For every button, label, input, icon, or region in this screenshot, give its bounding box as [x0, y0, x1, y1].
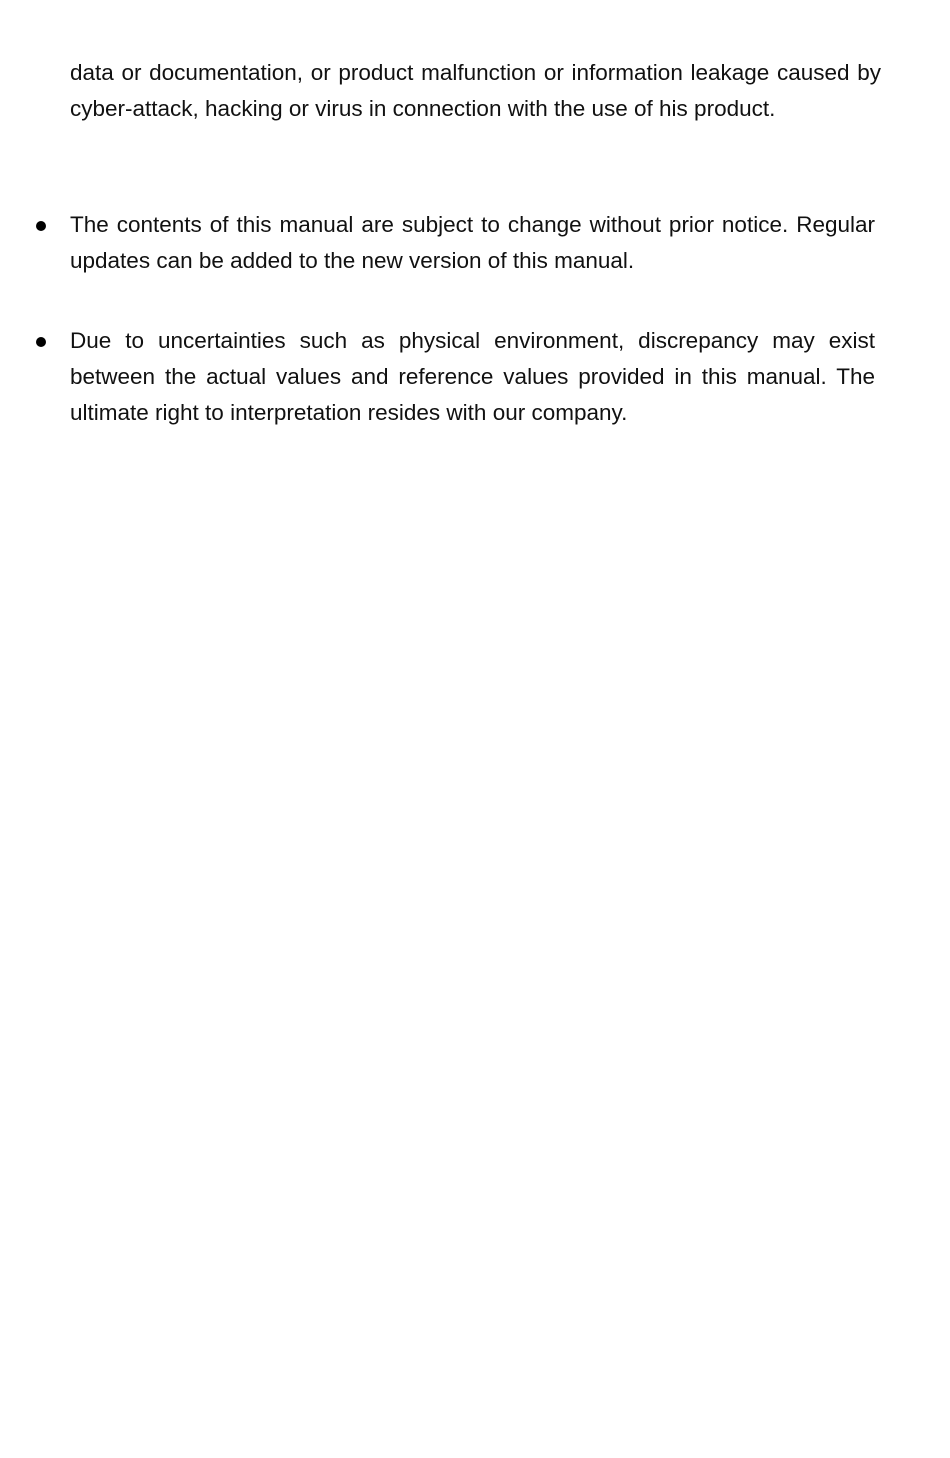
bullet-item-text: The contents of this manual are subject to change without prior notice. Regular updates can be added to the new version of this manual.: [70, 212, 875, 273]
bullet-item-text: Due to uncertainties such as physical environment, discrepancy may exist between the actual values and reference values provided in this manual. The ultimate right to interpretation resides with our company.: [70, 328, 875, 425]
bullet-dot-icon: [36, 221, 46, 231]
bullet-dot-icon: [36, 337, 46, 347]
continued-paragraph: data or documentation, or product malfunction or information leakage caused by cyber-attack, hacking or virus in connection with the use of his product.: [70, 60, 881, 121]
